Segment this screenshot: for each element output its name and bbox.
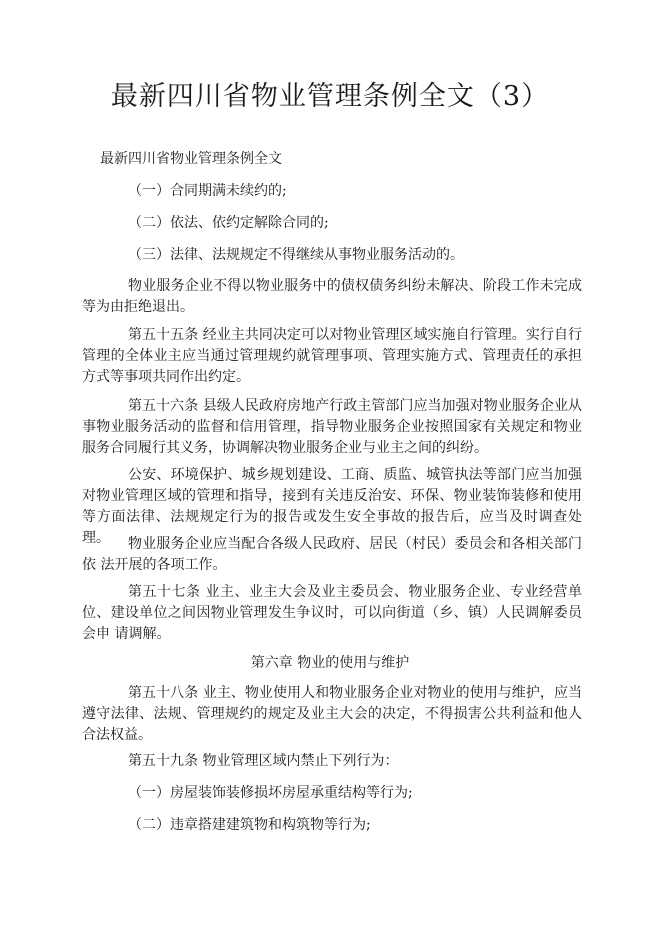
paragraph-article-58: 第五十八条 业主、物业使用人和物业服务企业对物业的使用与维护，应当遵守法律、法规、管理规约的规定及业主大会的决定，不得损害公共利益和他人合法权益。 [82, 685, 582, 743]
paragraph: 物业服务企业不得以物业服务中的债权债务纠纷未解决、阶段工作未完成等为由拒绝退出。 [82, 278, 582, 315]
list-item: （二）依法、依约定解除合同的; [128, 215, 329, 231]
list-item: （二）违章搭建建筑物和构筑物等行为; [128, 817, 371, 833]
document-subtitle: 最新四川省物业管理条例全文 [100, 151, 282, 167]
chapter-heading: 第六章 物业的使用与维护 [250, 655, 410, 671]
paragraph-article-57: 第五十七条 业主、业主大会及业主委员会、物业服务企业、专业经营单位、建设单位之间因物业管理发生争议时，可以向街道（乡、镇）人民调解委员会申 请调解。 [82, 584, 582, 642]
paragraph: 物业服务企业应当配合各级人民政府、居民（村民）委员会和各相关部门依 法开展的各项工作。 [82, 536, 582, 573]
paragraph-article-55: 第五十五条 经业主共同决定可以对物业管理区域实施自行管理。实行自行管理的全体业主应当通过管理规约就管理事项、管理实施方式、管理责任的承担方式等事项共同作出约定。 [82, 327, 582, 385]
list-item: （一）合同期满未续约的; [128, 183, 287, 199]
paragraph-article-56: 第五十六条 县级人民政府房地产行政主管部门应当加强对物业服务企业从事物业服务活动的监督和信用管理，指导物业服务企业按照国家有关规定和物业服务合同履行其义务，协调解决物业服务企业与业主之间的纠纷。 [82, 398, 582, 456]
list-item: （一）房屋装饰装修损坏房屋承重结构等行为; [128, 785, 413, 801]
list-item: （三）法律、法规规定不得继续从事物业服务活动的。 [128, 247, 464, 263]
paragraph: 公安、环境保护、城乡规划建设、工商、质监、城管执法等部门应当加强对物业管理区域的管理和指导，接到有关违反治安、环保、物业装饰装修和使用等方面法律、法规规定行为的报告或发生安全事故的报告后，应当及时调查处理。 [82, 467, 582, 546]
article-59-heading: 第五十九条 物业管理区域内禁止下列行为： [128, 753, 399, 769]
document-title: 最新四川省物业管理条例全文（3） [110, 81, 550, 112]
